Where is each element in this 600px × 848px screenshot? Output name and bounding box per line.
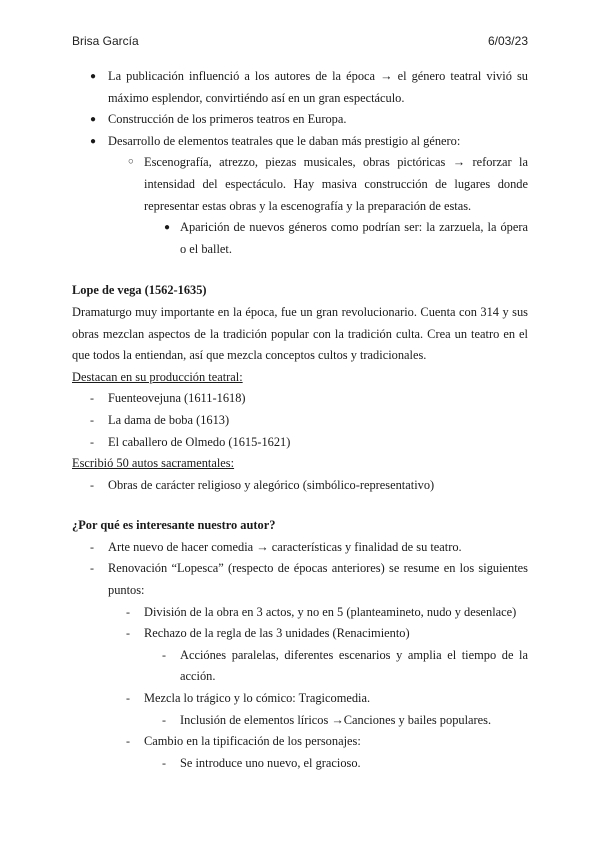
bullet-marker: ●: [90, 114, 97, 126]
list-item: [72, 475, 528, 497]
dash-marker: -: [90, 561, 94, 576]
list-item: [72, 602, 528, 624]
lope-paragraph: Dramaturgo muy importante en la época, fue un gran revolucionario. Cuenta con 314 y sus obras mezclan aspectos de la tradición popular con la tradición culta. Crea un teatro en el que todos la entiendan, así que mezcla conceptos cultos y tradicionales.: [72, 304, 528, 363]
dash-marker: -: [162, 712, 166, 727]
list-item-text: Inclusión de elementos líricos →Canciones y bailes populares.: [180, 712, 492, 727]
list-item: [72, 753, 528, 775]
section-heading-lope: Lope de vega (1562-1635): [72, 283, 207, 298]
list-item: [72, 688, 528, 710]
list-item-text: Escenografía, atrezzo, piezas musicales, obras pictóricas → reforzar la intensidad del espectáculo. Hay masiva construcción de lugares donde representar estas obras y la escenografía y la preparación de estas.: [144, 155, 528, 213]
list-item: [72, 410, 528, 432]
dash-marker: -: [126, 691, 130, 706]
section-heading-why: ¿Por qué es interesante nuestro autor?: [72, 518, 276, 533]
works-label: Destacan en su producción teatral:: [72, 369, 243, 384]
list-item-text: Desarrollo de elementos teatrales que le daban más prestigio al género:: [108, 133, 461, 148]
dash-marker: -: [126, 604, 130, 619]
list-item: [72, 109, 528, 131]
list-item-text: Acciónes paralelas, diferentes escenarios y amplia el tiempo de la acción.: [180, 647, 528, 684]
dash-marker: -: [90, 434, 94, 449]
autos-label: Escribió 50 autos sacramentales:: [72, 456, 235, 471]
list-item: [72, 645, 528, 688]
dash-marker: -: [126, 626, 130, 641]
list-item-text: Arte nuevo de hacer comedia → características y finalidad de su teatro.: [108, 539, 462, 554]
list-item: [72, 388, 528, 410]
list-item-text: Obras de carácter religioso y alegórico (simbólico-representativo): [108, 477, 435, 492]
list-item: [72, 537, 528, 559]
bullet-marker: ●: [164, 222, 171, 234]
list-item-text: La dama de boba (1613): [108, 412, 230, 427]
list-item: [72, 217, 528, 260]
list-item-text: La publicación influenció a los autores de la época → el género teatral vivió su máximo esplendor, convirtiéndo así en un gran espectáculo.: [108, 69, 528, 105]
dash-marker: -: [90, 412, 94, 427]
list-item-text: Construcción de los primeros teatros en Europa.: [108, 112, 347, 127]
author-name: Brisa García: [72, 34, 139, 48]
dash-marker: -: [90, 477, 94, 492]
list-item-text: El caballero de Olmedo (1615-1621): [108, 434, 291, 449]
list-item-text: Renovación “Lopesca” (respecto de épocas anteriores) se resume en los siguientes puntos:: [108, 561, 528, 598]
list-item-text: Se introduce uno nuevo, el gracioso.: [180, 755, 361, 770]
list-item: [72, 731, 528, 753]
list-item-text: Cambio en la tipificación de los personajes:: [144, 734, 361, 749]
document-date: 6/03/23: [487, 34, 528, 48]
page-header: [72, 34, 528, 52]
list-item: [72, 558, 528, 601]
document-body: [72, 66, 528, 774]
list-item-text: Fuenteovejuna (1611-1618): [108, 391, 246, 406]
dash-marker: -: [162, 755, 166, 770]
list-item: [72, 623, 528, 645]
list-item-text: Rechazo de la regla de las 3 unidades (Renacimiento): [144, 626, 410, 641]
list-item-text: Mezcla lo trágico y lo cómico: Tragicomedia.: [144, 691, 371, 706]
list-item: [72, 710, 528, 732]
dash-marker: -: [90, 539, 94, 554]
list-item-text: División de la obra en 3 actos, y no en 5 (planteamineto, nudo y desenlace): [144, 604, 517, 619]
bullet-marker: ●: [90, 71, 97, 82]
list-item: [72, 152, 528, 217]
list-item: [72, 131, 528, 153]
dash-marker: -: [90, 391, 94, 406]
list-item: [72, 66, 528, 109]
dash-marker: -: [162, 647, 166, 662]
list-item: [72, 432, 528, 454]
circle-marker: ○: [128, 157, 134, 168]
bullet-marker: ●: [90, 135, 97, 147]
dash-marker: -: [126, 734, 130, 749]
list-item-text: Aparición de nuevos géneros como podrían ser: la zarzuela, la ópera o el ballet.: [180, 220, 528, 256]
